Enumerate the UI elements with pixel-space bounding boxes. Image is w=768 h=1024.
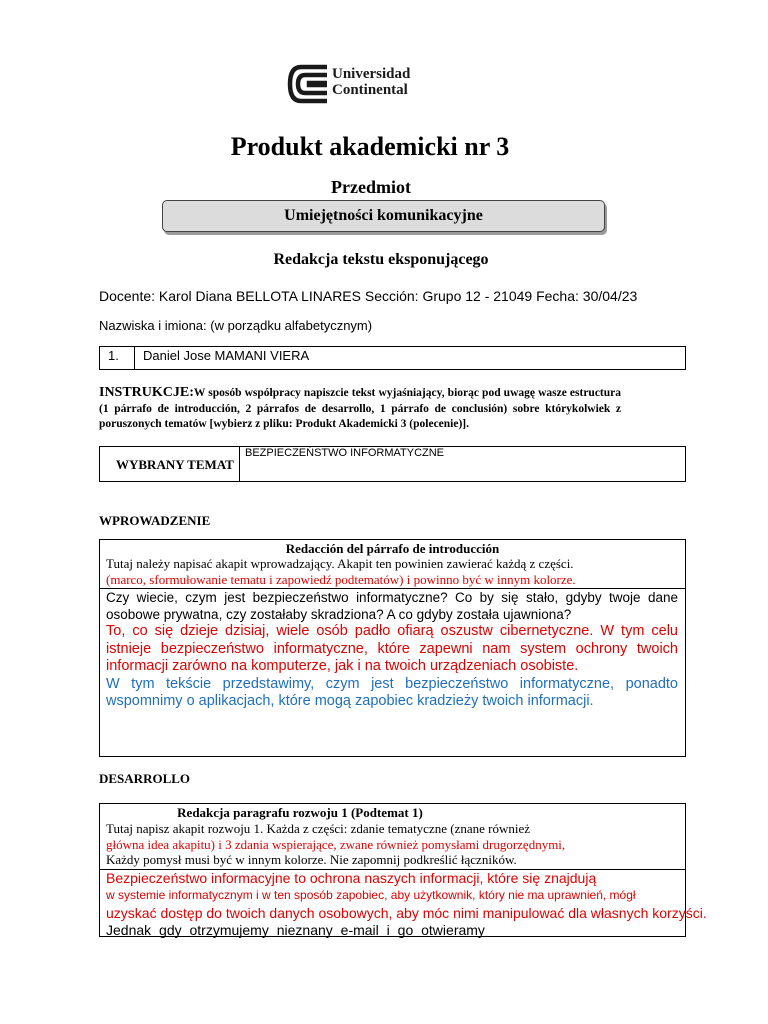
chosen-topic-value: BEZPIECZEŃSTWO INFORMATYCZNE	[245, 447, 445, 459]
development-box	[99, 803, 707, 938]
development-line-1: Bezpieczeństwo informacyjne to ochrona naszych informacji, które się znajdują	[106, 870, 597, 886]
intro-paragraph-preview: W tym tekście przedstawimy, czym jest bezpieczeństwo informatyczne, ponadto wspomnimy o aplikacjach, które mogą zapobiec kradzieży twoich informacji.	[106, 675, 678, 709]
instructions-text: W sposób współpracy napiszcie tekst wyjaśniający, biorąc pod uwagę wasze estructura (1 párrafo de introducción, 2 párrafos de desarrollo, 1 párrafo de conclusión) sobre którykolwiek z poruszonych tematów [wybierz z pliku: Produkt Akademicki 3 (polecenie)].	[99, 387, 621, 430]
student-name: Daniel Jose MAMANI VIERA	[143, 348, 310, 363]
intro-paragraph-context: To, co się dzieje dzisiaj, wiele osób padło ofiarą oszustw cibernetyczne. W tym celu istnieje bezpieczeństwo informatyczne, które zapewni nam system ochrony twoich informacji zarówno na komputerze, jak i na twoich urządzeniach osobiste.	[106, 623, 678, 674]
topic-title: Redakcja tekstu eksponującego	[273, 251, 489, 268]
development-line-4: Jednak gdy otrzymujemy nieznany e-mail i go otwieramy	[106, 922, 485, 938]
intro-guide-line-2: (marco, sformułowanie tematu i zapowiedź podtematów) i powinno być w innym kolorze.	[106, 572, 576, 587]
university-name: Universidad Continental	[332, 66, 411, 98]
intro-box-title: Redacción del párrafo de introducción	[285, 541, 500, 556]
document-title: Produkt akademicki nr 3	[230, 132, 510, 161]
intro-box	[99, 539, 686, 757]
names-label: Nazwiska i imiona: (w porządku alfabetycznym)	[99, 318, 373, 333]
intro-heading: WPROWADZENIE	[99, 513, 211, 528]
intro-guide-line-1: Tutaj należy napisać akapit wprowadzający. Akapit ten powinien zawierać każdą z części.	[106, 556, 574, 571]
development-guide-line-3: Każdy pomysł musi być w innym kolorze. Nie zapomnij podkreślić łączników.	[106, 852, 517, 867]
development-guide-line-2: główna idea akapitu) i 3 zdania wspierające, zwane również pomysłami drugorzędnymi,	[106, 837, 566, 852]
docente-line: Docente: Karol Diana BELLOTA LINARES Sección: Grupo 12 - 21049 Fecha: 30/04/23	[99, 288, 638, 304]
names-table	[99, 346, 686, 370]
chosen-topic-table	[99, 446, 686, 482]
intro-paragraph-question: Czy wiecie, czym jest bezpieczeństwo informatyczne? Co by się stało, gdyby twoje dane osobowe prywatna, czy zostałaby skradziona? A co gdyby została ujawniona?	[106, 590, 678, 622]
subject-label: Przedmiot	[331, 177, 411, 197]
instructions-lead: INSTRUKCJE:	[99, 385, 194, 400]
subject-box	[162, 200, 605, 232]
development-guide-line-1: Tutaj napisz akapit rozwoju 1. Każda z części: zdanie tematyczne (znane również	[106, 821, 530, 836]
subject-name: Umiejętności komunikacyjne	[284, 207, 483, 224]
development-box-title: Redakcja paragrafu rozwoju 1 (Podtemat 1)	[177, 805, 423, 820]
development-line-2: w systemie informatycznym i w ten sposób zapobiec, aby użytkownik, który nie ma uprawnień, mógł	[106, 888, 636, 902]
development-line-3: uzyskać dostęp do twoich danych osobowych, aby móc nimi manipulować dla własnych korzyści.	[106, 905, 707, 921]
chosen-topic-label: WYBRANY TEMAT	[116, 457, 234, 472]
development-heading: DESARROLLO	[99, 771, 191, 786]
name-number: 1.	[108, 348, 119, 363]
instructions	[99, 385, 621, 433]
